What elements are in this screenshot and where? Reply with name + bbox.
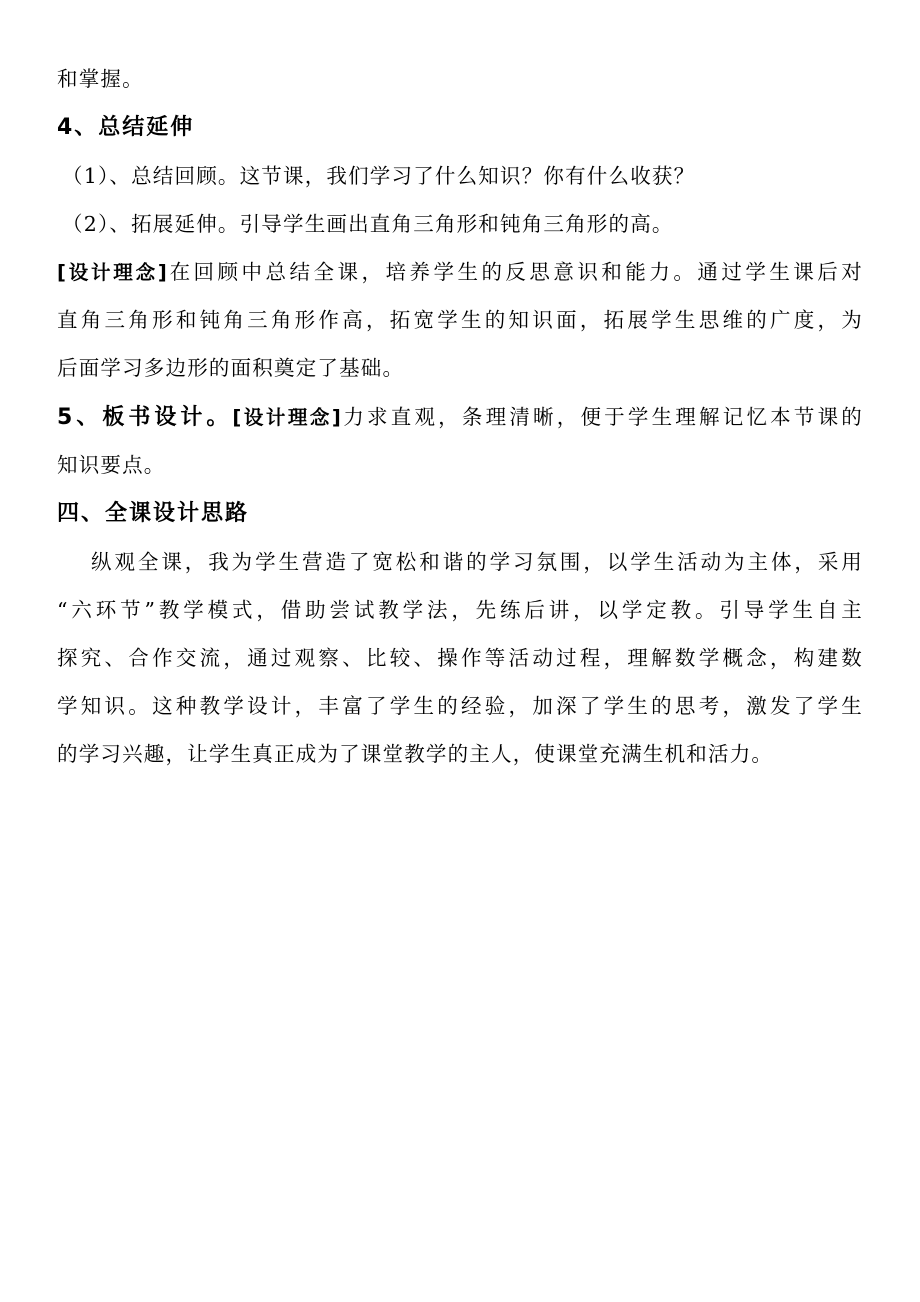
section-4-design-line-3: 后面学习多边形的面积奠定了基础。 xyxy=(57,356,405,380)
design-concept-tag: [设计理念] xyxy=(232,406,342,429)
section-four-line-2: “六环节”教学模式，借助尝试教学法，先练后讲，以学定教。引导学生自主 xyxy=(57,598,863,622)
section-four-line-1: 纵观全课，我为学生营造了宽松和谐的学习氛围，以学生活动为主体，采用 xyxy=(91,550,863,574)
section-four-line-4: 学知识。这种教学设计，丰富了学生的经验，加深了学生的思考，激发了学生 xyxy=(57,694,863,718)
section-four-line-5: 的学习兴趣，让学生真正成为了课堂教学的主人，使课堂充满生机和活力。 xyxy=(57,742,774,766)
section-4-design-line-2: 直角三角形和钝角三角形作高，拓宽学生的知识面，拓展学生思维的广度，为 xyxy=(57,308,863,332)
section-four-line-3: 探究、合作交流，通过观察、比较、操作等活动过程，理解数学概念，构建数 xyxy=(57,646,863,670)
design-concept-tag: [设计理念] xyxy=(57,261,168,284)
section-four-heading: 四、全课设计思路 xyxy=(57,501,250,526)
section-5-line-1 xyxy=(57,402,863,433)
section-4-design-line-1 xyxy=(57,257,863,288)
paragraph-continuation: 和掌握。 xyxy=(57,67,144,91)
section-4-item-1: （1）、总结回顾。这节课，我们学习了什么知识？你有什么收获？ xyxy=(62,164,696,188)
section-5-line-2: 知识要点。 xyxy=(57,453,166,477)
section-4-item-2: （2）、拓展延伸。引导学生画出直角三角形和钝角三角形的高。 xyxy=(62,212,674,236)
section-4-heading: 4、总结延伸 xyxy=(57,115,195,140)
section-5-text: 力求直观，条理清晰，便于学生理解记忆本节课的 xyxy=(341,405,864,429)
section-5-heading: 5、板书设计。 xyxy=(57,405,233,430)
design-concept-text: 在回顾中总结全课，培养学生的反思意识和能力。通过学生课后对 xyxy=(167,260,863,284)
